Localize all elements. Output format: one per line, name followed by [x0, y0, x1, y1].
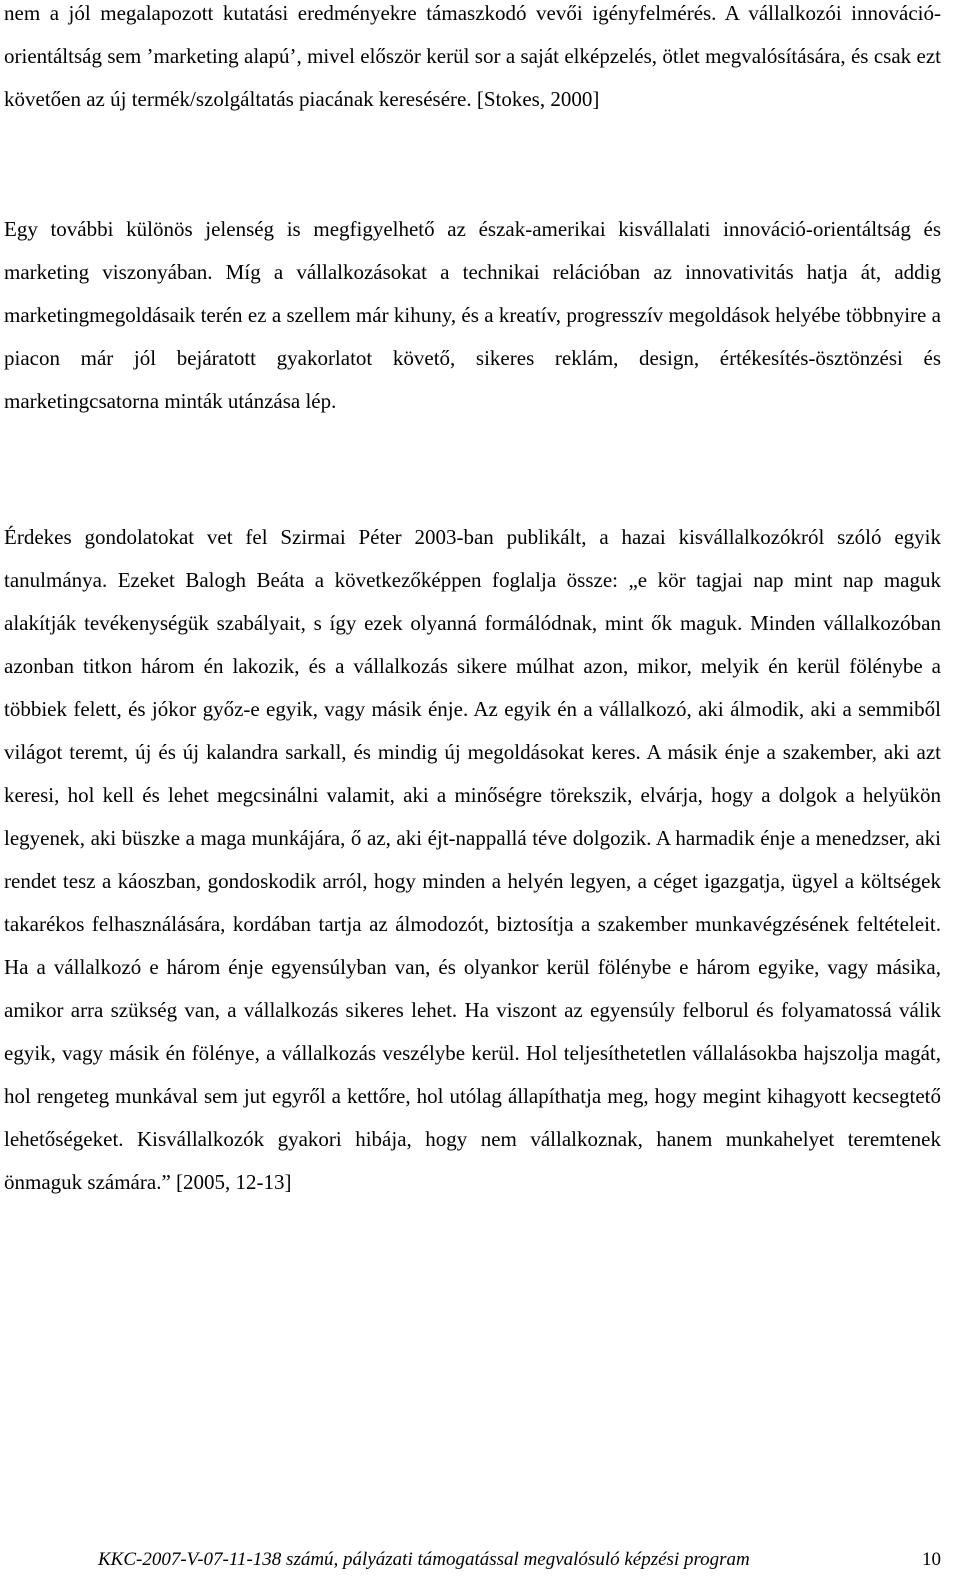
paragraph-1: nem a jól megalapozott kutatási eredményekre támaszkodó vevői igényfelmérés. A vállalkozói innováció-orientáltság sem ’marketing alapú’, mivel először kerül sor a saját elképzelés, ötlet megvalósítására, és csak ezt követően az új termék/szolgáltatás piacának keresésére. [Stokes, 2000]	[4, 1, 941, 111]
paragraph-2: Egy további különös jelenség is megfigyelhető az észak-amerikai kisvállalati innováció-orientáltság és marketing viszonyában. Míg a vállalkozásokat a technikai relációban az innovativitás hatja át, addig marketingmegoldásaik terén ez a szellem már kihuny, és a kreatív, progresszív megoldások helyébe többnyire a piacon már jól bejáratott gyakorlatot követő, sikeres reklám, design, értékesítés-ösztönzési és marketingcsatorna minták utánzása lép.	[4, 217, 941, 413]
page-footer	[4, 1541, 941, 1581]
footer-program-text: KKC-2007-V-07-11-138 számú, pályázati támogatással megvalósuló képzési program	[98, 1549, 750, 1570]
page-number: 10	[922, 1549, 941, 1570]
paragraph-3: Érdekes gondolatokat vet fel Szirmai Péter 2003-ban publikált, a hazai kisvállalkozókról szóló egyik tanulmánya. Ezeket Balogh Beáta a következőképpen foglalja össze: „e kör tagjai nap mint nap maguk alakítják tevékenységük szabályait, s így ezek olyanná formálódnak, mint ők maguk. Minden vállalkozóban azonban titkon három én lakozik, és a vállalkozás sikere múlhat azon, mikor, melyik én kerül fölénybe a többiek felett, és jókor győz-e egyik, vagy másik énje. Az egyik én a vállalkozó, aki álmodik, aki a semmiből világot teremt, új és új kalandra sarkall, és mindig új megoldásokat keres. A másik énje a szakember, aki azt keresi, hol kell és lehet megcsinálni valamit, aki a minőségre törekszik, elvárja, hogy a dolgok a helyükön legyenek, aki büszke a maga munkájára, ő az, aki éjt-nappallá téve dolgozik. A harmadik énje a menedzser, aki rendet tesz a káoszban, gondoskodik arról, hogy minden a helyén legyen, a céget igazgatja, ügyel a költségek takarékos felhasználására, kordában tartja az álmodozót, biztosítja a szakember munkavégzésének feltételeit. Ha a vállalkozó e három énje egyensúlyban van, és olyankor kerül fölénybe e három egyike, vagy másika, amikor arra szükség van, a vállalkozás sikeres lehet. Ha viszont az egyensúly felborul és folyamatossá válik egyik, vagy másik én fölénye, a vállalkozás veszélybe kerül. Hol teljesíthetetlen vállalásokba hajszolja magát, hol rengeteg munkával sem jut egyről a kettőre, hol utólag állapíthatja meg, hogy megint kihagyott kecsegtető lehetőségeket. Kisvállalkozók gyakori hibája, hogy nem vállalkoznak, hanem munkahelyet teremtenek önmaguk számára.” [2005, 12-13]	[4, 525, 941, 1194]
